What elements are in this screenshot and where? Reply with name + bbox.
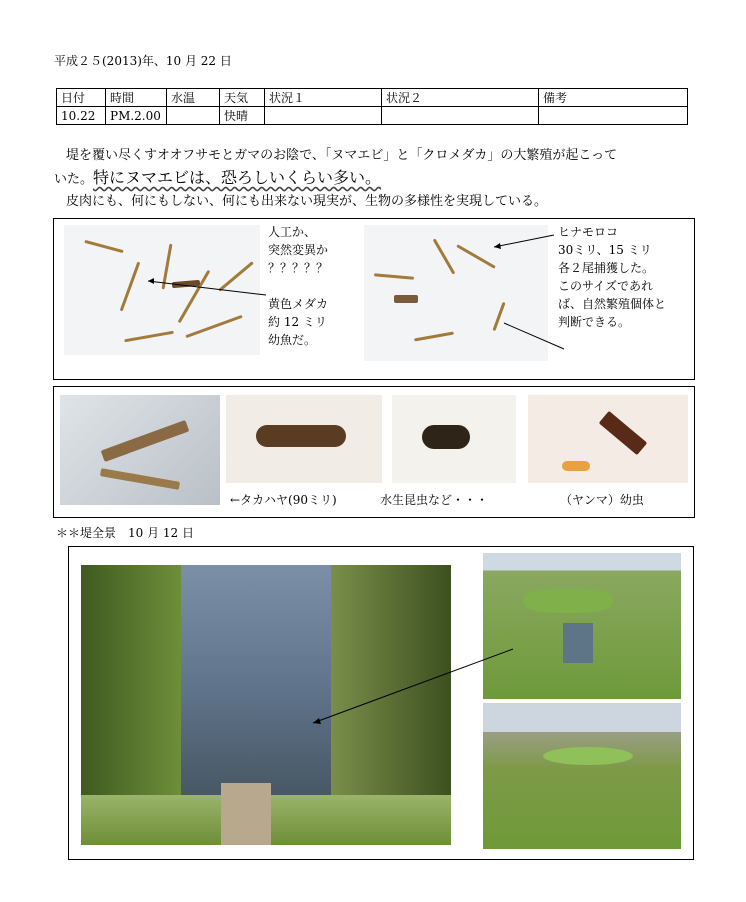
fish-shape bbox=[101, 420, 190, 462]
tadpole-shape bbox=[256, 425, 346, 447]
table-header-cell: 備考 bbox=[539, 89, 688, 107]
pond-pointer-arrow bbox=[69, 547, 693, 859]
table-header-cell: 天気 bbox=[220, 89, 265, 107]
dragonfly-larva-photo bbox=[528, 395, 688, 483]
arrow-line bbox=[494, 235, 554, 247]
table-row bbox=[57, 107, 688, 125]
beetle-shape bbox=[422, 425, 470, 449]
pointer-arrows bbox=[54, 219, 694, 379]
table-header-row bbox=[57, 89, 688, 107]
table-header-cell: 状況１ bbox=[265, 89, 382, 107]
larva-shape bbox=[599, 411, 648, 455]
arrow-line bbox=[504, 323, 564, 349]
caption-larva: （ヤンマ）幼虫 bbox=[560, 493, 644, 507]
fish-shape bbox=[100, 468, 180, 490]
observation-log-table bbox=[56, 88, 688, 125]
table-cell: PM.2.00 bbox=[106, 107, 167, 125]
table-header-cell: 日付 bbox=[57, 89, 106, 107]
table-cell bbox=[382, 107, 539, 125]
takahaya-photo bbox=[60, 395, 220, 505]
table-cell: 快晴 bbox=[220, 107, 265, 125]
caption-line: ば、自然繁殖個体と bbox=[558, 297, 667, 311]
caption-line: 約 12 ミリ bbox=[268, 315, 327, 329]
table-cell: 10.22 bbox=[57, 107, 106, 125]
caption-line: 各２尾捕獲した。 bbox=[558, 261, 655, 275]
caption-water-insects: 水生昆虫など・・・ bbox=[380, 493, 489, 507]
caption-line: 幼魚だ。 bbox=[268, 333, 317, 347]
arrow-line bbox=[148, 281, 266, 295]
body-text-line-2 bbox=[54, 168, 381, 190]
specimen-box-1 bbox=[53, 218, 695, 380]
emphasis-text: 特にヌマエビは、恐ろしいくらい多い。 bbox=[93, 168, 382, 187]
body-text-line-3: 皮肉にも、何にもしない、何にも出来ない現実が、生物の多様性を実現している。 bbox=[66, 194, 548, 209]
caption-takahaya: ←タカハヤ(90ミリ) bbox=[230, 493, 337, 507]
table-header-cell: 水温 bbox=[167, 89, 220, 107]
arrow-line bbox=[313, 649, 513, 723]
caption-line: ？？？？？ bbox=[268, 261, 329, 275]
arrow-head bbox=[313, 718, 321, 724]
caption-line: 判断できる。 bbox=[558, 315, 631, 329]
table-cell bbox=[265, 107, 382, 125]
arrow-head bbox=[494, 243, 501, 249]
tadpole-photo bbox=[226, 395, 382, 483]
pond-photo-box bbox=[68, 546, 694, 860]
larva-shape bbox=[562, 461, 590, 471]
caption-line: 黄色メダカ bbox=[268, 297, 329, 311]
caption-line: ヒナモロコ bbox=[558, 225, 619, 239]
table-cell bbox=[539, 107, 688, 125]
body-text-line-1: 堤を覆い尽くすオオフサモとガマのお陰で、「ヌマエビ」と「クロメダカ」の大繁殖が起こって bbox=[66, 148, 618, 163]
table-header-cell: 状況２ bbox=[382, 89, 539, 107]
arrow-head bbox=[148, 278, 154, 284]
specimen-box-2 bbox=[53, 386, 695, 518]
caption-line: このサイズであれ bbox=[558, 279, 654, 293]
page-date: 平成２５(2013)年、10 月 22 日 bbox=[54, 54, 232, 68]
section-title: ＊＊堤全景 10 月 12 日 bbox=[56, 526, 194, 540]
water-bug-photo bbox=[392, 395, 516, 483]
caption-line: 人工か、 bbox=[268, 225, 317, 239]
body-text-small: いた。 bbox=[54, 172, 94, 187]
caption-line: 30ミリ、15 ミリ bbox=[558, 243, 652, 257]
table-header-cell: 時間 bbox=[106, 89, 167, 107]
table-cell bbox=[167, 107, 220, 125]
caption-line: 突然変異か bbox=[268, 243, 329, 257]
